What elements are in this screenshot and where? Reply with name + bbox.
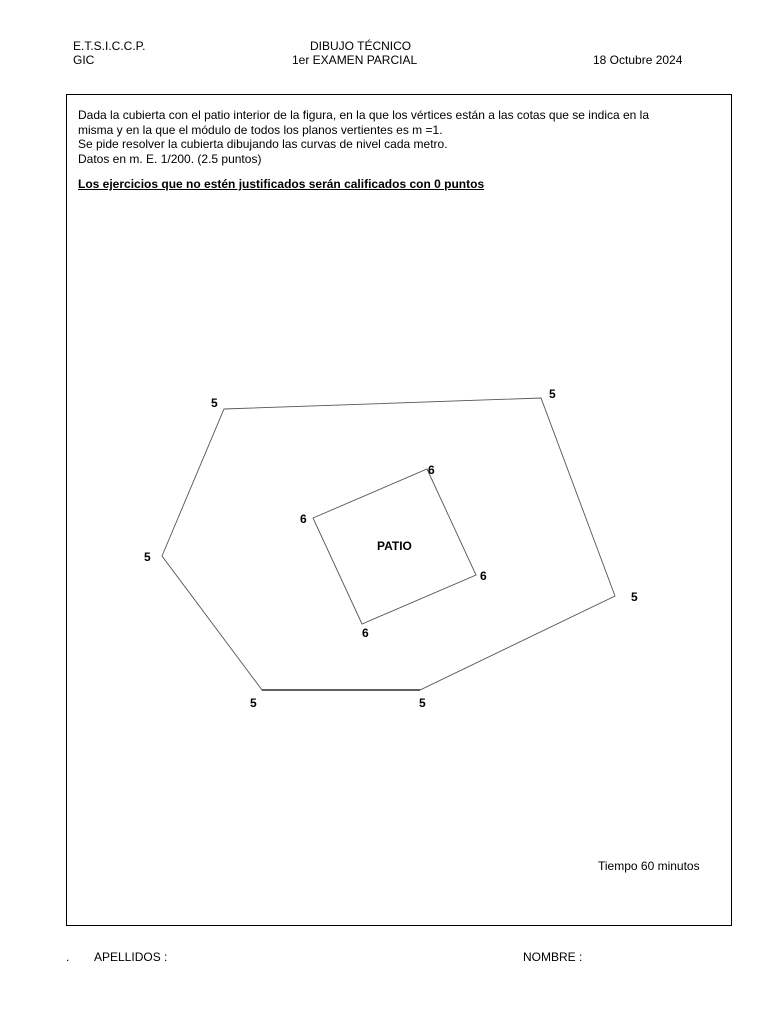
vertex-elevation: 5	[549, 387, 556, 401]
patio-vertex-elevation: 6	[480, 569, 487, 583]
surname-label: APELLIDOS :	[94, 950, 168, 964]
exam-date: 18 Octubre 2024	[593, 53, 683, 67]
patio-label: PATIO	[377, 539, 412, 553]
statement-line: Dada la cubierta con el patio interior de la figura, en la que los vértices están a las cotas que se indica en la	[78, 108, 650, 122]
name-label: NOMBRE :	[523, 950, 583, 964]
subject-title: DIBUJO TÉCNICO	[310, 39, 412, 53]
grading-warning: Los ejercicios que no estén justificados serán calificados con 0 puntos	[78, 177, 485, 191]
patio-vertex-elevation: 6	[300, 512, 307, 526]
exam-title: 1er EXAMEN PARCIAL	[292, 53, 418, 67]
vertex-elevation: 5	[631, 590, 638, 604]
statement-line: Se pide resolver la cubierta dibujando las curvas de nivel cada metro.	[78, 137, 448, 151]
school-name: E.T.S.I.C.C.P.	[73, 39, 146, 53]
degree-name: GIC	[73, 53, 95, 67]
vertex-elevation: 5	[250, 696, 257, 710]
vertex-elevation: 5	[144, 550, 151, 564]
vertex-elevation: 5	[419, 696, 426, 710]
patio-vertex-elevation: 6	[362, 626, 369, 640]
time-limit: Tiempo 60 minutos	[598, 859, 700, 873]
statement-line: misma y en la que el módulo de todos los planos vertientes es m =1.	[78, 122, 443, 137]
footer-dot: .	[66, 950, 70, 964]
vertex-elevation: 5	[211, 396, 218, 410]
statement-line: Datos en m. E. 1/200. (2.5 puntos)	[78, 151, 262, 166]
patio-vertex-elevation: 6	[428, 463, 435, 477]
